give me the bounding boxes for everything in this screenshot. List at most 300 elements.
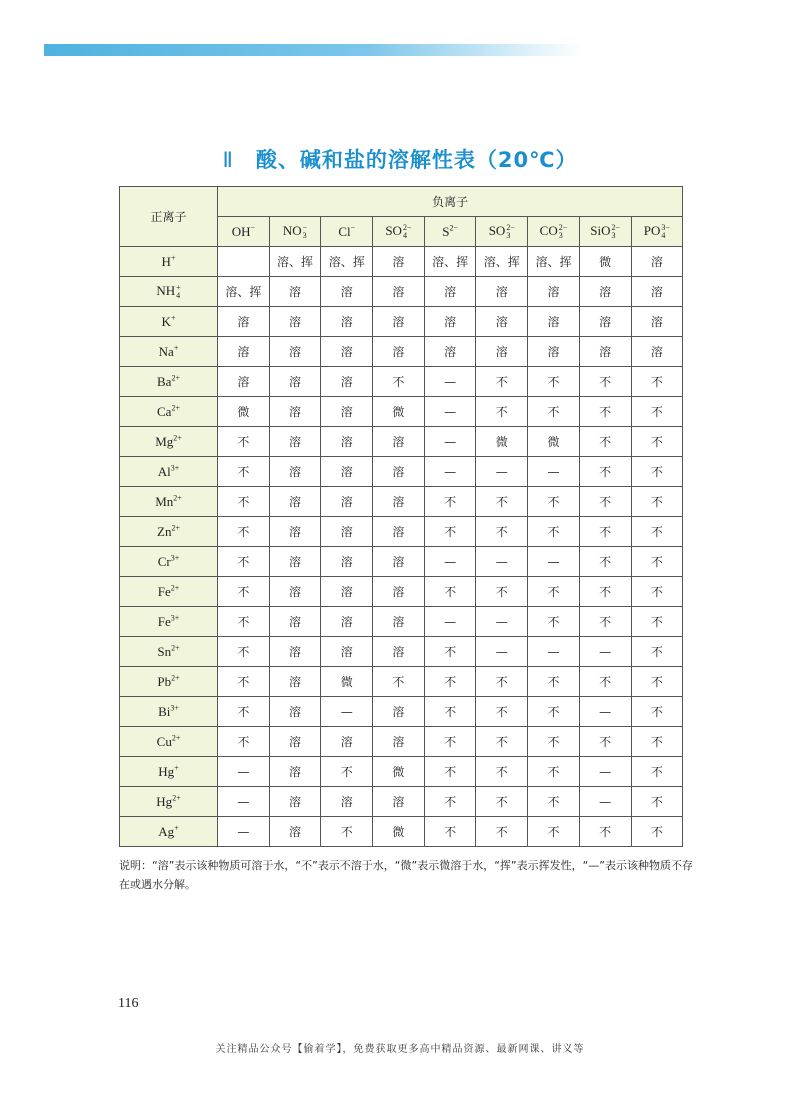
table-row: [120, 247, 683, 277]
cation-formula: [157, 374, 180, 389]
solubility-cell: 溶: [528, 307, 580, 337]
ion-charge: 2+: [173, 433, 182, 443]
table-row: [120, 607, 683, 637]
solubility-cell: 不: [631, 757, 683, 787]
ion-base: Mn: [155, 493, 174, 509]
table-body: [120, 247, 683, 847]
ion-subscript: 3: [302, 231, 307, 240]
solubility-cell: 溶、挥: [321, 247, 373, 277]
solubility-cell: 不: [321, 817, 373, 847]
solubility-cell: 不: [218, 667, 270, 697]
ion-base: Cu: [156, 733, 172, 749]
cation-cell: [120, 307, 218, 337]
table-row: [120, 517, 683, 547]
solubility-cell: 不: [373, 667, 425, 697]
page-title: [0, 144, 800, 174]
title-text: 酸、碱和盐的溶解性表（20℃）: [255, 148, 578, 172]
ion-base: Ag: [158, 823, 175, 839]
solubility-cell: 不: [476, 577, 528, 607]
ion-base: K: [161, 313, 171, 329]
cation-cell: [120, 757, 218, 787]
cation-formula: [158, 824, 178, 839]
ion-charge: −: [350, 223, 356, 233]
ion-base: Cr: [157, 553, 171, 569]
cation-cell: [120, 337, 218, 367]
solubility-cell: 溶: [321, 547, 373, 577]
solubility-cell: 微: [373, 757, 425, 787]
solubility-cell: 溶: [373, 727, 425, 757]
cation-formula: [158, 464, 180, 479]
solubility-cell: 溶、挥: [476, 247, 528, 277]
solubility-cell: 不: [476, 697, 528, 727]
anion-column-header: [528, 217, 580, 247]
solubility-cell: 溶: [321, 727, 373, 757]
ion-subscript: 3: [506, 231, 511, 240]
cation-formula: [155, 434, 182, 449]
solubility-cell: 不: [579, 427, 631, 457]
solubility-cell: 不: [579, 517, 631, 547]
solubility-cell: —: [424, 547, 476, 577]
solubility-cell: 微: [476, 427, 528, 457]
anion-formula: [232, 224, 255, 239]
solubility-cell: [218, 247, 270, 277]
solubility-cell: 不: [424, 667, 476, 697]
table-row: [120, 667, 683, 697]
solubility-cell: 不: [424, 517, 476, 547]
solubility-cell: 溶: [321, 487, 373, 517]
ion-subscript: 4: [661, 231, 666, 240]
anion-formula: [644, 223, 670, 238]
cation-formula: [157, 644, 179, 659]
ion-charge: 2+: [172, 793, 181, 803]
table-row: [120, 787, 683, 817]
solubility-cell: 不: [528, 577, 580, 607]
solubility-cell: 溶: [269, 607, 321, 637]
solubility-cell: 溶: [424, 307, 476, 337]
table-row: [120, 757, 683, 787]
solubility-cell: 不: [528, 517, 580, 547]
solubility-cell: 不: [424, 577, 476, 607]
solubility-cell: 溶: [269, 817, 321, 847]
solubility-cell: 溶: [631, 277, 683, 307]
solubility-cell: 不: [528, 397, 580, 427]
solubility-cell: 溶: [373, 787, 425, 817]
solubility-cell: 不: [476, 757, 528, 787]
solubility-cell: 不: [579, 817, 631, 847]
solubility-cell: 不: [218, 637, 270, 667]
solubility-cell: 溶: [476, 337, 528, 367]
cation-formula: [157, 404, 180, 419]
solubility-cell: 不: [218, 487, 270, 517]
ion-base: SO: [488, 222, 506, 238]
ion-subscript: 4: [176, 291, 181, 300]
solubility-cell: 不: [373, 367, 425, 397]
solubility-cell: 不: [218, 457, 270, 487]
solubility-cell: 溶、挥: [218, 277, 270, 307]
solubility-cell: —: [476, 607, 528, 637]
solubility-cell: 溶: [476, 307, 528, 337]
solubility-cell: 溶: [321, 367, 373, 397]
solubility-cell: —: [218, 787, 270, 817]
cation-formula: [157, 524, 180, 539]
solubility-cell: —: [528, 457, 580, 487]
solubility-cell: 不: [476, 397, 528, 427]
solubility-cell: —: [528, 637, 580, 667]
solubility-cell: —: [579, 697, 631, 727]
anion-column-header: [424, 217, 476, 247]
cation-cell: [120, 397, 218, 427]
ion-charge: +: [170, 253, 176, 263]
ion-charge: 2−: [402, 223, 412, 232]
ion-base: Mg: [155, 433, 174, 449]
ion-charge: 3+: [170, 553, 180, 563]
cation-formula: [162, 314, 176, 329]
cation-cell: [120, 277, 218, 307]
ion-charge-stack: [403, 224, 412, 240]
solubility-cell: 不: [218, 727, 270, 757]
solubility-cell: 溶: [269, 337, 321, 367]
solubility-cell: 溶: [269, 487, 321, 517]
solubility-cell: 溶: [321, 307, 373, 337]
solubility-cell: 溶: [321, 787, 373, 817]
solubility-cell: 溶: [424, 277, 476, 307]
solubility-table: [119, 186, 683, 847]
ion-charge: 2+: [171, 733, 181, 743]
solubility-cell: 不: [579, 457, 631, 487]
solubility-cell: 不: [424, 487, 476, 517]
cation-formula: [158, 614, 180, 629]
solubility-cell: —: [476, 547, 528, 577]
solubility-cell: 溶: [373, 427, 425, 457]
ion-base: OH: [231, 223, 251, 239]
solubility-cell: 不: [218, 697, 270, 727]
solubility-cell: —: [528, 547, 580, 577]
table-row: [120, 577, 683, 607]
solubility-cell: —: [218, 817, 270, 847]
cation-formula: [158, 554, 180, 569]
ion-charge: 2+: [170, 583, 180, 593]
table-row: [120, 637, 683, 667]
cation-cell: [120, 637, 218, 667]
ion-charge-stack: [661, 224, 670, 240]
anion-column-header: [631, 217, 683, 247]
solubility-cell: 不: [631, 667, 683, 697]
ion-base: S: [442, 223, 450, 239]
ion-charge-stack: [303, 224, 308, 240]
ion-base: Pb: [157, 673, 172, 689]
ion-charge: 2+: [171, 523, 180, 533]
solubility-cell: 溶: [218, 307, 270, 337]
solubility-cell: 不: [476, 517, 528, 547]
solubility-cell: 溶: [373, 637, 425, 667]
solubility-cell: 不: [631, 397, 683, 427]
ion-base: Hg: [156, 793, 173, 809]
solubility-cell: 溶: [269, 427, 321, 457]
solubility-cell: 不: [631, 607, 683, 637]
solubility-cell: 溶: [269, 457, 321, 487]
ion-base: PO: [643, 222, 661, 238]
anion-formula: [442, 224, 458, 239]
anion-formula: [283, 223, 307, 238]
anion-column-header: [218, 217, 270, 247]
ion-charge: −: [302, 223, 308, 232]
solubility-cell: 不: [218, 577, 270, 607]
solubility-cell: 溶: [269, 697, 321, 727]
solubility-cell: 不: [579, 727, 631, 757]
solubility-cell: 不: [631, 817, 683, 847]
solubility-cell: 不: [528, 607, 580, 637]
ion-charge: 2+: [171, 673, 180, 683]
solubility-cell: 不: [631, 457, 683, 487]
solubility-cell: 溶: [269, 727, 321, 757]
solubility-cell: 溶: [269, 667, 321, 697]
anion-formula: [489, 223, 515, 238]
solubility-cell: —: [424, 367, 476, 397]
solubility-cell: 不: [631, 637, 683, 667]
solubility-cell: —: [476, 637, 528, 667]
solubility-cell: —: [321, 697, 373, 727]
solubility-cell: 溶: [579, 337, 631, 367]
ion-charge: +: [176, 283, 181, 292]
solubility-cell: 溶、挥: [424, 247, 476, 277]
cation-formula: [156, 794, 180, 809]
solubility-cell: 溶: [476, 277, 528, 307]
cation-formula: [157, 734, 181, 749]
solubility-cell: 溶: [373, 247, 425, 277]
ion-base: H: [161, 253, 171, 269]
solubility-cell: 不: [476, 727, 528, 757]
header-color-bar: [44, 44, 584, 56]
anion-column-header: [269, 217, 321, 247]
cation-formula: [158, 764, 178, 779]
ion-charge: +: [173, 343, 179, 353]
ion-base: NO: [282, 222, 302, 238]
solubility-cell: 溶: [269, 547, 321, 577]
anion-column-header: [476, 217, 528, 247]
cation-formula: [162, 254, 176, 269]
solubility-cell: 不: [476, 787, 528, 817]
cation-formula: [157, 674, 179, 689]
solubility-cell: —: [218, 757, 270, 787]
solubility-cell: 溶: [321, 577, 373, 607]
ion-charge-stack: [176, 284, 181, 300]
solubility-cell: 微: [321, 667, 373, 697]
ion-base: Na: [158, 343, 174, 359]
cation-cell: [120, 817, 218, 847]
table-row: [120, 727, 683, 757]
anion-header: 负离子: [218, 187, 683, 217]
table-row: [120, 367, 683, 397]
cation-cell: [120, 367, 218, 397]
table-row: [120, 697, 683, 727]
solubility-cell: 不: [218, 547, 270, 577]
cation-cell: [120, 607, 218, 637]
ion-base: Al: [157, 463, 171, 479]
solubility-cell: 溶: [218, 337, 270, 367]
ion-base: CO: [539, 222, 558, 238]
solubility-cell: 不: [631, 787, 683, 817]
anion-formula: [540, 223, 568, 238]
cation-cell: [120, 697, 218, 727]
solubility-cell: 微: [373, 817, 425, 847]
solubility-cell: 溶: [373, 607, 425, 637]
solubility-cell: —: [424, 427, 476, 457]
footer-text: 关注精品公众号【偷着学】，免费获取更多高中精品资源、最新网课、讲义等: [215, 1044, 585, 1055]
solubility-cell: 不: [218, 517, 270, 547]
solubility-cell: 溶: [373, 487, 425, 517]
solubility-cell: 不: [528, 817, 580, 847]
solubility-cell: 不: [476, 817, 528, 847]
ion-charge: 3+: [170, 463, 180, 473]
cation-formula: [159, 344, 179, 359]
solubility-cell: 溶: [269, 397, 321, 427]
solubility-cell: 溶: [269, 577, 321, 607]
table-note: 说明：“溶”表示该种物质可溶于水，“不”表示不溶于水，“微”表示微溶于水，“挥”表示挥发性，“—”表示该种物质不存在或遇水分解。: [119, 859, 693, 891]
ion-charge-stack: [612, 224, 621, 240]
solubility-cell: 微: [579, 247, 631, 277]
solubility-cell: 不: [476, 487, 528, 517]
ion-charge: 2+: [171, 643, 180, 653]
solubility-cell: —: [424, 397, 476, 427]
ion-base: Hg: [158, 763, 175, 779]
solubility-cell: 溶: [373, 517, 425, 547]
solubility-cell: 不: [424, 757, 476, 787]
table-row: [120, 457, 683, 487]
ion-charge-stack: [559, 224, 568, 240]
solubility-cell: 溶: [321, 397, 373, 427]
ion-charge: 2−: [558, 223, 568, 232]
solubility-cell: 溶: [528, 337, 580, 367]
solubility-cell: 不: [631, 697, 683, 727]
ion-charge: +: [170, 313, 176, 323]
solubility-cell: 溶: [631, 307, 683, 337]
ion-base: Sn: [157, 643, 172, 659]
ion-subscript: 4: [402, 231, 407, 240]
solubility-cell: —: [476, 457, 528, 487]
solubility-cell: 不: [631, 367, 683, 397]
solubility-cell: 微: [373, 397, 425, 427]
anion-column-header: [321, 217, 373, 247]
solubility-cell: 不: [321, 757, 373, 787]
solubility-cell: 不: [476, 667, 528, 697]
solubility-cell: —: [424, 457, 476, 487]
solubility-cell: 溶: [321, 607, 373, 637]
anion-formula: [590, 223, 620, 238]
solubility-cell: 溶: [528, 277, 580, 307]
ion-base: Ba: [157, 373, 172, 389]
solubility-cell: 溶: [269, 637, 321, 667]
solubility-cell: 不: [579, 487, 631, 517]
ion-base: Ca: [157, 403, 172, 419]
ion-base: Bi: [158, 703, 171, 719]
ion-charge: 2−: [506, 223, 515, 232]
solubility-cell: 不: [579, 397, 631, 427]
solubility-cell: 不: [631, 487, 683, 517]
solubility-cell: 不: [579, 547, 631, 577]
ion-charge: 2+: [171, 373, 180, 383]
solubility-cell: 不: [424, 637, 476, 667]
solubility-cell: 不: [631, 547, 683, 577]
solubility-cell: —: [579, 757, 631, 787]
ion-charge-stack: [506, 224, 515, 240]
table-row: [120, 337, 683, 367]
solubility-cell: 溶: [269, 757, 321, 787]
solubility-cell: 不: [528, 697, 580, 727]
solubility-cell: 溶: [631, 247, 683, 277]
solubility-cell: 溶: [321, 427, 373, 457]
ion-charge: 3+: [170, 613, 180, 623]
ion-base: Fe: [157, 583, 171, 599]
solubility-cell: 溶: [373, 577, 425, 607]
solubility-cell: 不: [579, 667, 631, 697]
anion-formula: [385, 223, 411, 238]
cation-cell: [120, 517, 218, 547]
ion-base: NH: [156, 282, 176, 298]
solubility-cell: 溶: [269, 787, 321, 817]
solubility-cell: 不: [218, 607, 270, 637]
ion-charge: 3−: [661, 223, 670, 232]
table-row: [120, 277, 683, 307]
solubility-cell: 不: [528, 787, 580, 817]
section-number: Ⅱ: [222, 148, 234, 172]
ion-base: Cl: [338, 223, 351, 239]
solubility-cell: 溶、挥: [269, 247, 321, 277]
ion-charge: −: [250, 223, 255, 233]
solubility-cell: 溶: [373, 547, 425, 577]
table-row: [120, 487, 683, 517]
table-row: [120, 817, 683, 847]
ion-subscript: 3: [611, 231, 616, 240]
anion-column-header: [579, 217, 631, 247]
solubility-cell: 不: [579, 367, 631, 397]
solubility-cell: 溶: [631, 337, 683, 367]
cation-cell: [120, 547, 218, 577]
solubility-cell: 溶: [579, 277, 631, 307]
solubility-cell: 溶: [373, 337, 425, 367]
solubility-cell: 不: [424, 697, 476, 727]
ion-charge: +: [174, 763, 179, 773]
table-row: [120, 547, 683, 577]
anion-column-header: [373, 217, 425, 247]
solubility-cell: 溶: [373, 457, 425, 487]
ion-charge: 3+: [170, 703, 179, 713]
cation-cell: [120, 487, 218, 517]
solubility-cell: 不: [579, 577, 631, 607]
solubility-cell: 不: [424, 817, 476, 847]
ion-base: Zn: [157, 523, 172, 539]
solubility-cell: 溶: [321, 637, 373, 667]
cation-cell: [120, 787, 218, 817]
solubility-cell: 溶: [579, 307, 631, 337]
solubility-cell: 不: [579, 607, 631, 637]
solubility-cell: 溶: [373, 307, 425, 337]
cation-formula: [158, 584, 180, 599]
solubility-cell: 不: [424, 787, 476, 817]
table-row: [120, 427, 683, 457]
cation-cell: [120, 577, 218, 607]
solubility-cell: 溶: [218, 367, 270, 397]
solubility-cell: 不: [528, 667, 580, 697]
solubility-cell: 溶: [321, 517, 373, 547]
page-number: 116: [118, 996, 139, 1011]
cation-cell: [120, 457, 218, 487]
cation-cell: [120, 427, 218, 457]
solubility-cell: 不: [631, 427, 683, 457]
solubility-cell: —: [424, 607, 476, 637]
solubility-cell: 不: [476, 367, 528, 397]
solubility-cell: 不: [528, 757, 580, 787]
solubility-cell: 微: [218, 397, 270, 427]
